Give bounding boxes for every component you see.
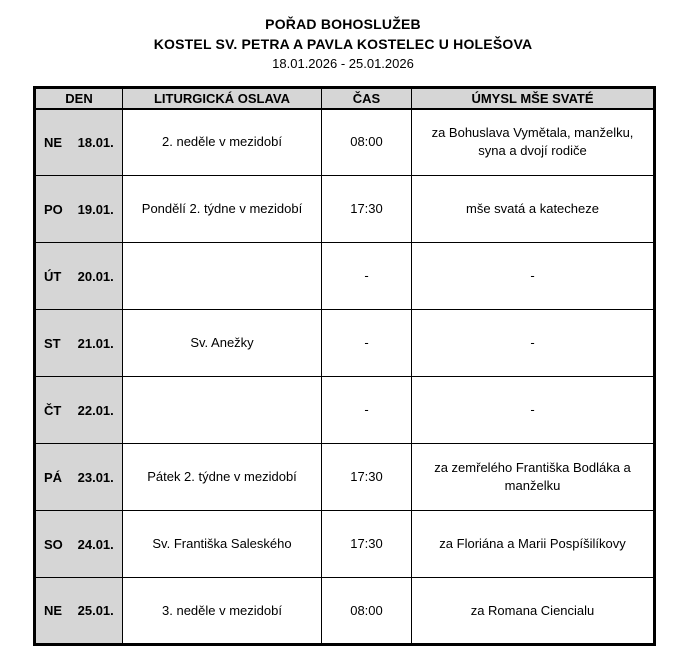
column-header-time: ČAS <box>322 88 412 109</box>
day-date: 22.01. <box>77 402 114 418</box>
time-cell: 17:30 <box>322 176 412 243</box>
column-header-day: DEN <box>35 88 123 109</box>
day-cell <box>35 377 123 444</box>
day-date: 20.01. <box>77 268 114 284</box>
date-range: 18.01.2026 - 25.01.2026 <box>272 56 414 71</box>
time-cell: 08:00 <box>322 109 412 176</box>
day-abbreviation: NE <box>44 603 63 618</box>
table-row <box>35 176 655 243</box>
column-header-celebration: LITURGICKÁ OSLAVA <box>123 88 322 109</box>
mass-intention-cell: mše svatá a katecheze <box>412 176 655 243</box>
document-header <box>0 14 686 73</box>
liturgical-celebration-cell <box>123 377 322 444</box>
schedule-table <box>33 86 656 646</box>
table-row <box>35 377 655 444</box>
page-title: POŘAD BOHOSLUŽEB <box>265 16 421 32</box>
liturgical-celebration-cell: Sv. Anežky <box>123 310 322 377</box>
day-cell <box>35 444 123 511</box>
day-cell <box>35 176 123 243</box>
mass-intention-cell: za Bohuslava Vymětala, manželku, syna a dvojí rodiče <box>412 109 655 176</box>
day-abbreviation: SO <box>44 536 63 552</box>
table-row <box>35 243 655 310</box>
day-cell <box>35 511 123 578</box>
table-body <box>35 109 655 645</box>
church-name: KOSTEL SV. PETRA A PAVLA KOSTELEC U HOLEŠOVA <box>153 36 533 52</box>
time-cell: - <box>322 310 412 377</box>
table-row <box>35 109 655 176</box>
liturgical-celebration-cell <box>123 243 322 310</box>
liturgical-celebration-cell: Pondělí 2. týdne v mezidobí <box>123 176 322 243</box>
day-cell <box>35 310 123 377</box>
day-date: 21.01. <box>77 335 114 351</box>
time-cell: 17:30 <box>322 444 412 511</box>
mass-intention-cell: za zemřelého Františka Bodláka a manželku <box>412 444 655 511</box>
table-row <box>35 444 655 511</box>
day-cell <box>35 578 123 645</box>
day-abbreviation: ÚT <box>44 268 62 284</box>
day-date: 19.01. <box>77 201 114 217</box>
table-row <box>35 578 655 645</box>
day-abbreviation: PO <box>44 201 63 217</box>
mass-intention-cell: - <box>412 310 655 377</box>
liturgical-celebration-cell: Sv. Františka Saleského <box>123 511 322 578</box>
mass-intention-cell: - <box>412 377 655 444</box>
day-abbreviation: ČT <box>44 402 62 418</box>
day-date: 25.01. <box>77 603 114 618</box>
mass-intention-cell: za Romana Ciencialu <box>412 578 655 645</box>
day-abbreviation: ST <box>44 335 61 351</box>
day-date: 23.01. <box>77 469 114 485</box>
liturgical-celebration-cell: Pátek 2. týdne v mezidobí <box>123 444 322 511</box>
table-header-row <box>35 88 655 109</box>
time-cell: 17:30 <box>322 511 412 578</box>
day-abbreviation: PÁ <box>44 469 63 485</box>
table-row <box>35 310 655 377</box>
mass-intention-cell: za Floriána a Marii Pospíšilíkovy <box>412 511 655 578</box>
liturgical-celebration-cell: 2. neděle v mezidobí <box>123 109 322 176</box>
column-header-intention: ÚMYSL MŠE SVATÉ <box>412 88 655 109</box>
time-cell: 08:00 <box>322 578 412 645</box>
mass-intention-cell: - <box>412 243 655 310</box>
time-cell: - <box>322 243 412 310</box>
day-abbreviation: NE <box>44 134 63 150</box>
day-cell <box>35 109 123 176</box>
liturgical-celebration-cell: 3. neděle v mezidobí <box>123 578 322 645</box>
time-cell: - <box>322 377 412 444</box>
day-date: 18.01. <box>77 134 114 150</box>
day-date: 24.01. <box>77 536 114 552</box>
table-row <box>35 511 655 578</box>
day-cell <box>35 243 123 310</box>
